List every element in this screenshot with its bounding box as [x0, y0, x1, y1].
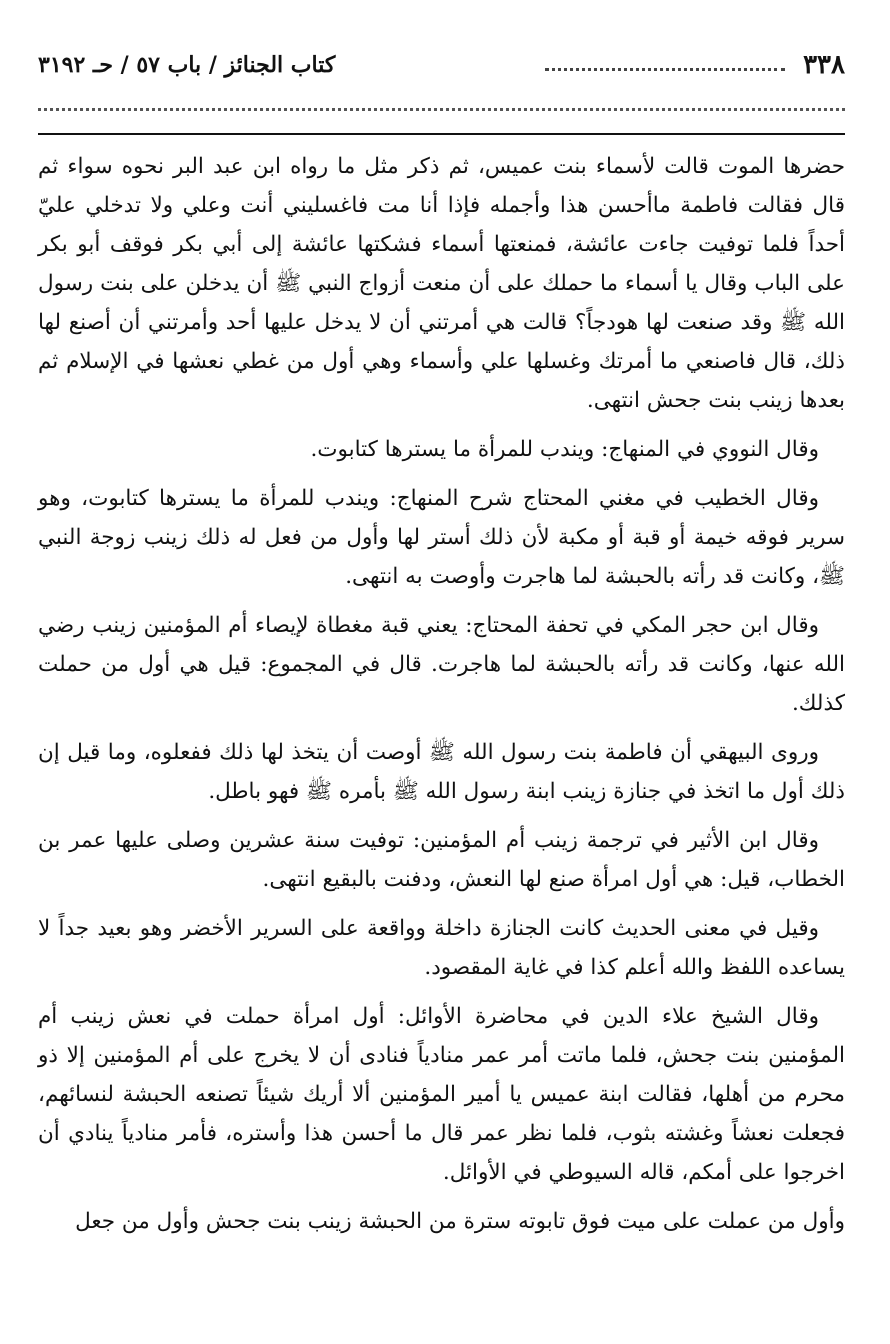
paragraph: وقال الخطيب في مغني المحتاج شرح المنهاج: ويندب للمرأة ما يسترها كتابوت، وهو سرير فوقه خيمة أو قبة أو مكبة لأن ذلك أستر لها وأول من فعل له ذلك زينب زوجة النبي ﷺ، وكانت قد رأته بالحبشة لما هاجرت وأوصت به انتهى.	[38, 486, 845, 589]
dotted-divider	[38, 108, 845, 111]
paragraph: وقال ابن حجر المكي في تحفة المحتاج: يعني قبة مغطاة لإيصاء أم المؤمنين زينب رضي الله عنها، وكانت قد رأته بالحبشة لما هاجرت. قال في المجموع: قيل هي أول من حملت كذلك.	[38, 613, 845, 716]
paragraph: وقال ابن الأثير في ترجمة زينب أم المؤمنين: توفيت سنة عشرين وصلى عليها عمر بن الخطاب، قيل: هي أول امرأة صنع لها النعش، ودفنت بالبقيع انتهى.	[38, 828, 845, 892]
paragraph: وروى البيهقي أن فاطمة بنت رسول الله ﷺ أوصت أن يتخذ لها ذلك ففعلوه، وما قيل إن ذلك أول ما اتخذ في جنازة زينب ابنة رسول الله ﷺ بأمره ﷺ فهو باطل.	[38, 740, 845, 804]
page-header	[38, 40, 845, 90]
running-head: كتاب الجنائز / باب ٥٧ / حـ ٣١٩٢	[38, 52, 336, 78]
paragraph: وقال النووي في المنهاج: ويندب للمرأة ما يسترها كتابوت.	[310, 437, 819, 462]
paragraph: وقيل في معنى الحديث كانت الجنازة داخلة وواقعة على السرير الأخضر وهو بعيد جداً لا يساعده اللفظ والله أعلم كذا في غاية المقصود.	[38, 916, 845, 980]
header-rule	[38, 133, 845, 135]
paragraph: حضرها الموت قالت لأسماء بنت عميس، ثم ذكر مثل ما رواه ابن عبد البر نحوه سواء ثم قال فقالت فاطمة ماأحسن هذا وأجمله فإذا أنا مت فاغسليني أنت وعلي ولا تدخلي عليّ أحداً فلما توفيت جاءت عائشة، فمنعتها أسماء فشكتها عائشة إلى أبي بكر فوقف أبو بكر على الباب وقال يا أسماء ما حملك على أن منعت أزواج النبي ﷺ أن يدخلن على بنت رسول الله ﷺ وقد صنعت لها هودجاً؟ قالت هي أمرتني أن لا يدخل عليها أحد وأمرتني أن أصنع لها ذلك، قال فاصنعي ما أمرتك وغسلها علي وأسماء وهي أول من غطي نعشها في الإسلام ثم بعدها زينب بنت جحش انتهى.	[38, 154, 845, 413]
paragraph: وأول من عملت على ميت فوق تابوته سترة من الحبشة زينب بنت جحش وأول من جعل	[75, 1209, 845, 1234]
page-number: ٣٣٨	[803, 50, 845, 80]
body-text	[38, 147, 845, 1241]
paragraph: وقال الشيخ علاء الدين في محاضرة الأوائل: أول امرأة حملت في نعش زينب أم المؤمنين بنت جحش، فلما ماتت أمر عمر منادياً فنادى أن لا يخرج على أم المؤمنين إلا ذو محرم من أهلها، فقالت ابنة عميس يا أمير المؤمنين ألا أريك شيئاً تصنعه الحبشة لنسائهم، فجعلت نعشاً وغشته بثوب، فلما نظر عمر قال ما أحسن هذا وأستره، فأمر منادياً ينادي أن اخرجوا على أمكم، قاله السيوطي في الأوائل.	[38, 1004, 845, 1185]
header-dot-leader	[545, 68, 785, 71]
